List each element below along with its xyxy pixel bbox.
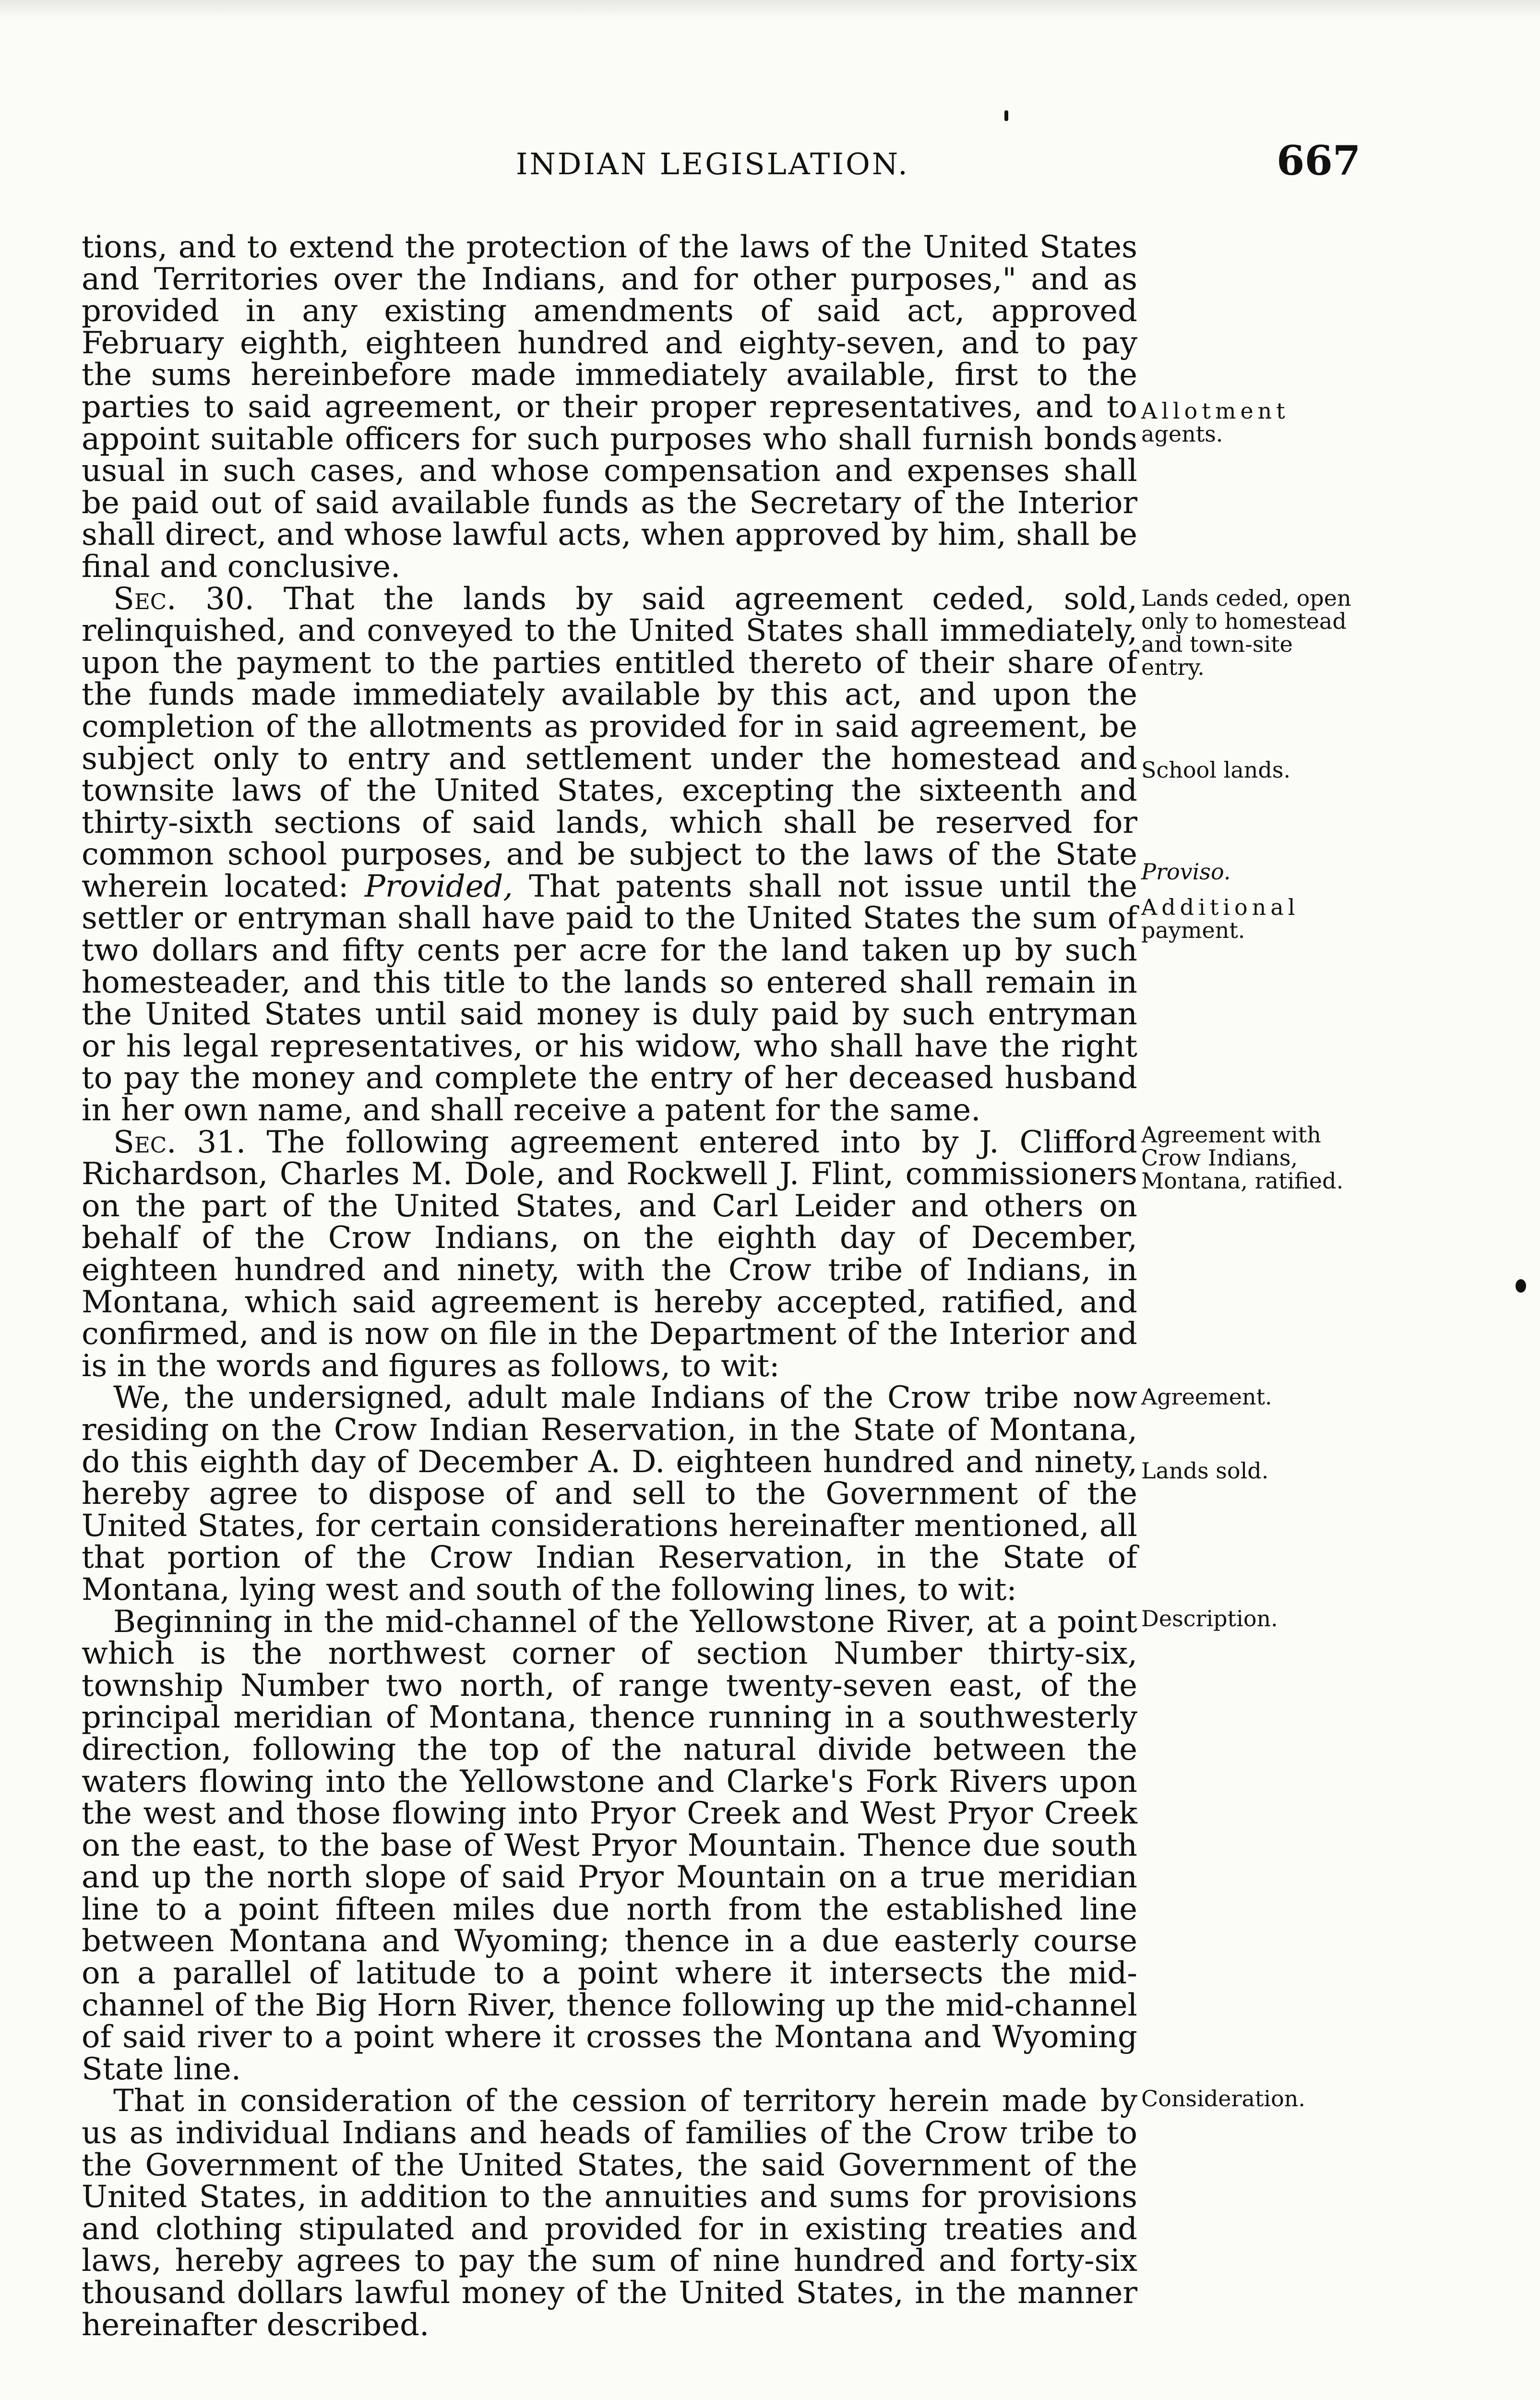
- page-number: 667: [1277, 137, 1361, 184]
- scan-speck: [1516, 1279, 1526, 1293]
- section-label: Sec. 30.: [113, 581, 255, 617]
- paragraph-consideration: That in consideration of the cession of territory herein made by us as individual Indians and heads of families of the Crow tribe to the Government of the United States, the said Government of the United States, in addition to the annuities and sums for provisions and clothing stipulated and provided for in existing treaties and laws, hereby agrees to pay the sum of nine hundred and forty-six thousand dollars lawful money of the United States, in the manner hereinafter described.: [82, 2083, 1137, 2343]
- paragraph-sec-30: [82, 583, 1137, 1127]
- margin-note-line: payment.: [1141, 917, 1245, 943]
- margin-note-consideration: Consideration.: [1141, 2086, 1306, 2112]
- margin-note-proviso: Proviso.: [1141, 859, 1231, 885]
- margin-note-lands-ceded: Lands ceded, open only to homestead and town-site entry.: [1141, 585, 1351, 680]
- paragraph-text: That the lands by said agreement ceded, sold, relinquished, and conveyed to the United States shall immediately, upon the payment to the parties entitled thereto of their share of the funds made immediately available by this act, and upon the completion of the allotments as provided for in said agreement, be subject only to entry and settlement under the homestead and townsite laws of the United States, excepting the sixteenth and thirty-sixth sections of said lands, which shall be reserved for common school purposes, and be subject to the laws of the State wherein located:: [82, 581, 1138, 904]
- running-head: INDIAN LEGISLATION.: [516, 146, 909, 181]
- paragraph-description: Beginning in the mid-channel of the Yellowstone River, at a point which is the northwest corner of section Number thirty-six, township Number two north, of range twenty-seven east, of the principal meridian of Montana, thence running in a southwesterly direction, following the top of the natural divide between the waters flowing into the Yellowstone and Clarke's Fork Rivers upon the west and those flowing into Pryor Creek and West Pryor Creek on the east, to the base of West Pryor Mountain. Thence due south and up the north slope of said Pryor Mountain on a true meridian line to a point fifteen miles due north from the established line between Montana and Wyoming; thence in a due easterly course on a parallel of latitude to a point where it intersects the mid-channel of the Big Horn River, thence following up the mid-channel of said river to a point where it crosses the Montana and Wyoming State line.: [82, 1604, 1137, 2087]
- margin-note-description: Description.: [1141, 1606, 1278, 1632]
- paragraph-continuation: tions, and to extend the protection of the laws of the United States and Territories over the Indians, and for other purposes," and as provided in any existing amendments of said act, approved February eighth, eighteen hundred and eighty-seven, and to pay the sums hereinbefore made immediately available, first to the parties to said agreement, or their proper representatives, and to appoint suitable officers for such purposes who shall furnish bonds usual in such cases, and whose compensation and expenses shall be paid out of said available funds as the Secretary of the Interior shall direct, and whose lawful acts, when approved by him, shall be final and conclusive.: [82, 229, 1137, 585]
- scan-speck: [1004, 110, 1008, 121]
- margin-note-agreement: Agreement.: [1141, 1384, 1272, 1410]
- margin-note-line: Additional: [1141, 894, 1300, 920]
- margin-note-school-lands: School lands.: [1141, 757, 1291, 783]
- paragraph-agreement: We, the undersigned, adult male Indians of the Crow tribe now residing on the Crow Indian Reservation, in the State of Montana, do this eighth day of December A. D. eighteen hundred and ninety, hereby agree to dispose of and sell to the Government of the United States, for certain considerations hereinafter mentioned, all that portion of the Crow Indian Reservation, in the State of Montana, lying west and south of the following lines, to wit:: [82, 1380, 1137, 1608]
- margin-note-additional-payment: [1141, 896, 1357, 942]
- proviso-word: Provided,: [364, 868, 513, 904]
- paragraph-text: The following agreement entered into by J. Clifford Richardson, Charles M. Dole, and Rockwell J. Flint, commissioners on the part of the United States, and Carl Leider and others on behalf of the Crow Indians, on the eighth day of December, eighteen hundred and ninety, with the Crow tribe of Indians, in Montana, which said agreement is hereby accepted, ratified, and confirmed, and is now on file in the Department of the Interior and is in the words and figures as follows, to wit:: [82, 1124, 1138, 1384]
- margin-note-line: agents.: [1141, 421, 1223, 447]
- margin-note-allotment: [1141, 399, 1357, 445]
- margin-note-line: Allotment: [1141, 398, 1289, 424]
- page-header: [0, 137, 1540, 194]
- body-text: [82, 231, 1137, 2341]
- margin-note-lands-sold: Lands sold.: [1141, 1458, 1269, 1484]
- section-label: Sec. 31.: [113, 1124, 246, 1160]
- paragraph-text-after: That patents shall not issue until the settler or entryman shall have paid to the United States the sum of two dollars and fifty cents per acre for the land taken up by such homesteader, and this title to the lands so entered shall remain in the United States until said money is duly paid by such entryman or his legal representatives, or his widow, who shall have the right to pay the money and complete the entry of her deceased husband in her own name, and shall receive a patent for the same.: [82, 868, 1137, 1128]
- paragraph-sec-31: [82, 1124, 1138, 1384]
- margin-note-agreement-crow: Agreement with Crow Indians, Montana, ratified.: [1141, 1122, 1344, 1194]
- scan-top-edge: [0, 0, 1540, 19]
